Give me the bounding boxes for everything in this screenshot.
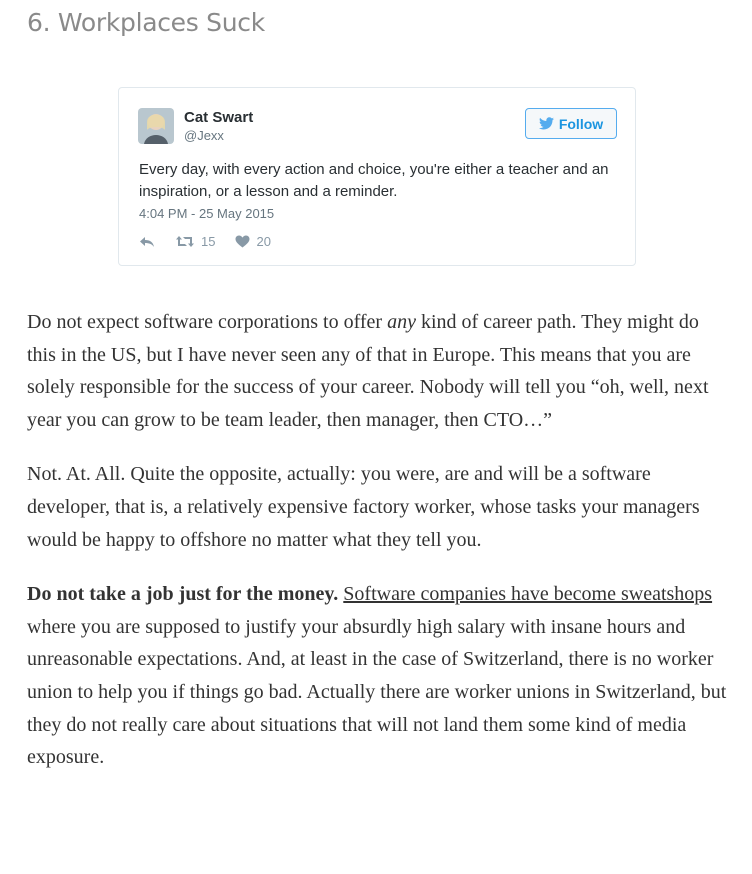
tweet-text: Every day, with every action and choice, you're either a teacher and an inspiration, or a lesson and a reminder.	[139, 161, 609, 200]
paragraph-text: kind of career path. They might do this in the US, but I have never seen any of that in Europe. This means that you are solely responsible for the success of your career. Nobody will tell you “oh, well, next year you can grow to be team leader, then manager, then CTO…”	[27, 311, 709, 431]
paragraph	[27, 306, 727, 436]
paragraph	[27, 578, 727, 774]
sweatshops-link[interactable]: Software companies have become sweatshops	[343, 583, 713, 606]
paragraph-text: where you are supposed to justify your absurdly high salary with insane hours and unreasonable expectations. And, at least in the case of Switzerland, there is no worker union to help you if things go bad. Actually there are worker unions in Switzerland, but they do not really care about situations that will not land them some kind of media exposure.	[27, 615, 727, 769]
follow-button[interactable]	[525, 108, 617, 139]
author-handle[interactable]: @Jexx	[184, 128, 224, 143]
retweet-count: 15	[201, 234, 216, 249]
like-count: 20	[256, 234, 271, 249]
tweet-timestamp[interactable]: 4:04 PM - 25 May 2015	[139, 206, 275, 221]
tweet-actions	[139, 234, 271, 249]
retweet-icon	[175, 235, 195, 248]
article-body	[27, 306, 727, 796]
twitter-bird-icon	[539, 117, 554, 130]
like-button[interactable]	[235, 234, 270, 249]
avatar[interactable]	[138, 108, 174, 144]
reply-icon	[139, 236, 155, 248]
heart-icon	[235, 235, 250, 248]
reply-button[interactable]	[139, 236, 155, 248]
emphasis-text: any	[387, 311, 416, 333]
bold-text: Do not take a job just for the money.	[27, 583, 339, 606]
author-name[interactable]: Cat Swart	[184, 109, 254, 126]
paragraph: Not. At. All. Quite the opposite, actually: you were, are and will be a software developer, that is, a relatively expensive factory worker, whose tasks your managers would be happy to offshore no matter what they tell you.	[27, 463, 700, 551]
follow-label: Follow	[558, 115, 604, 132]
paragraph-text: Do not expect software corporations to offer	[27, 311, 388, 333]
embedded-tweet	[118, 87, 636, 266]
section-heading: 6. Workplaces Suck	[27, 8, 265, 37]
retweet-button[interactable]	[175, 234, 215, 249]
